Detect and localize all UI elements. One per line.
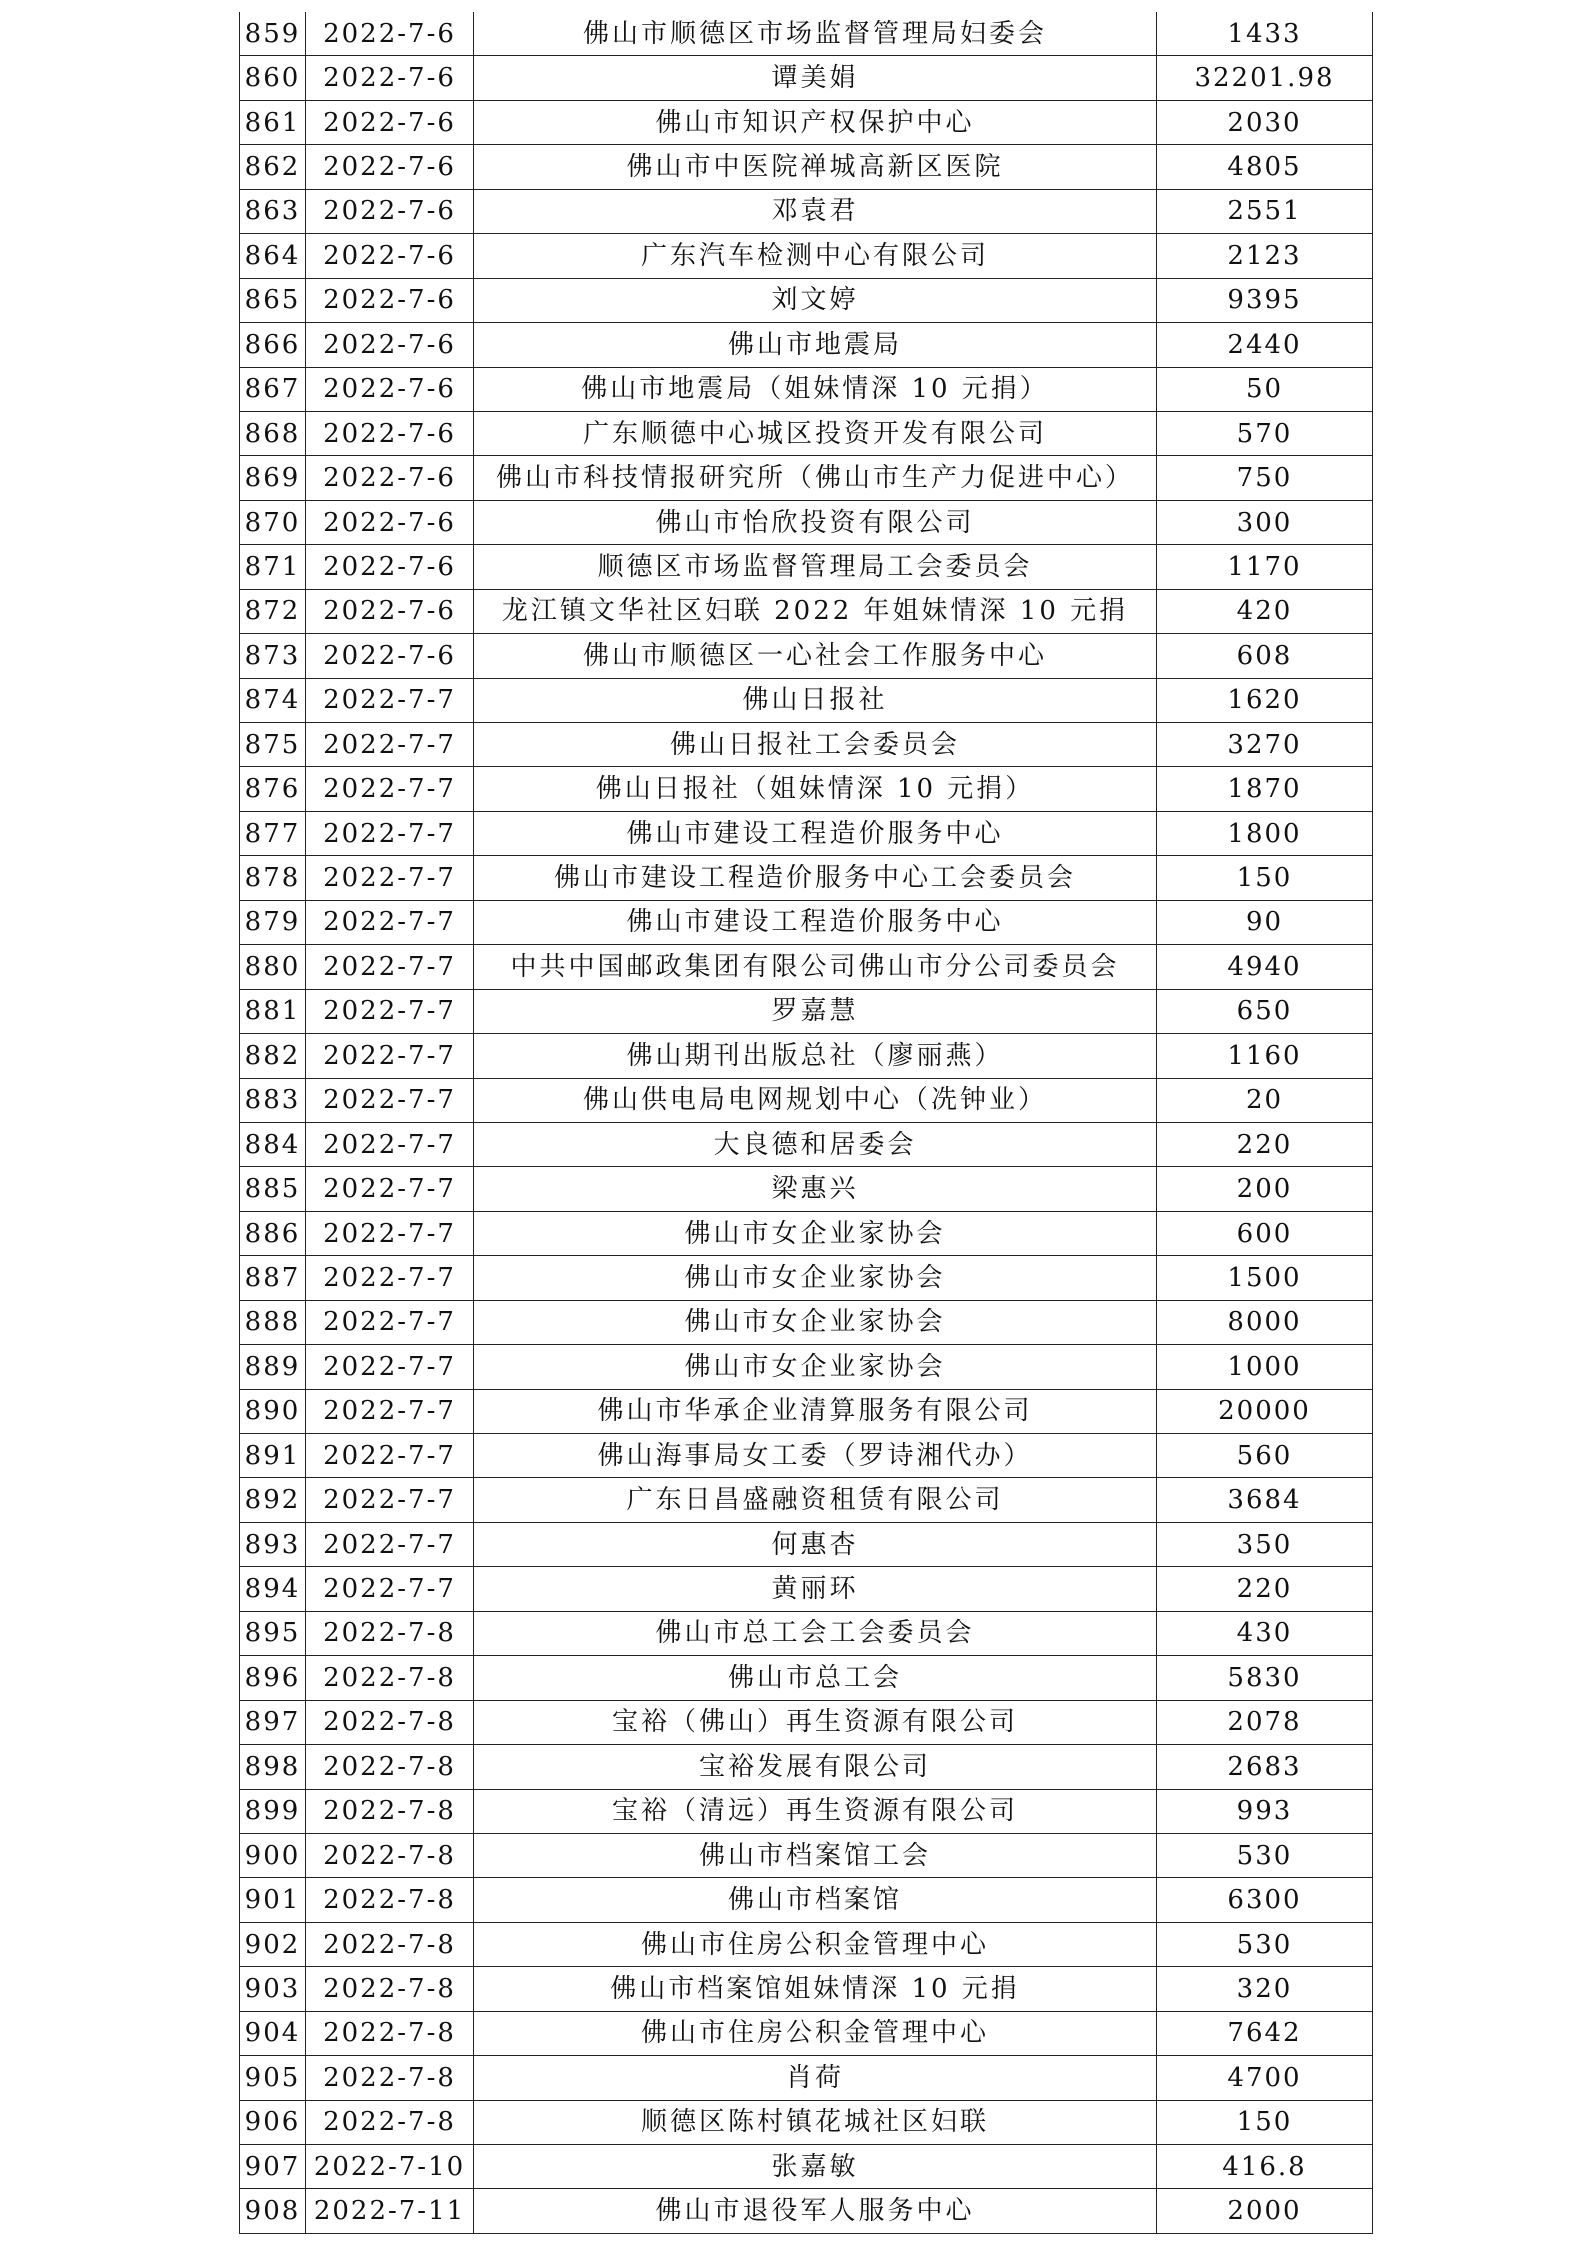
table-row	[240, 1611, 1373, 1655]
donation-date-cell: 2022-7-7	[306, 1567, 474, 1611]
donation-amount-cell: 430	[1157, 1611, 1373, 1655]
donation-amount-cell: 4700	[1157, 2056, 1373, 2100]
donation-date-cell: 2022-7-6	[306, 12, 474, 56]
donor-name-cell: 佛山市知识产权保护中心	[474, 100, 1157, 144]
donation-date-cell: 2022-7-7	[306, 723, 474, 767]
donation-amount-cell: 220	[1157, 1567, 1373, 1611]
row-number-cell: 874	[240, 678, 306, 722]
table-row	[240, 1256, 1373, 1300]
row-number-cell: 875	[240, 723, 306, 767]
table-row	[240, 1078, 1373, 1122]
donation-amount-cell: 2030	[1157, 100, 1373, 144]
donation-amount-cell: 150	[1157, 2100, 1373, 2144]
table-row	[240, 1700, 1373, 1744]
table-row	[240, 856, 1373, 900]
donor-name-cell: 佛山市档案馆	[474, 1878, 1157, 1922]
table-row	[240, 1122, 1373, 1166]
donation-date-cell: 2022-7-7	[306, 1389, 474, 1433]
table-row	[240, 811, 1373, 855]
donor-name-cell: 佛山市顺德区一心社会工作服务中心	[474, 634, 1157, 678]
donor-name-cell: 肖荷	[474, 2056, 1157, 2100]
donor-name-cell: 佛山日报社工会委员会	[474, 723, 1157, 767]
donation-date-cell: 2022-7-8	[306, 2100, 474, 2144]
table-row	[240, 1478, 1373, 1522]
donation-amount-cell: 50	[1157, 367, 1373, 411]
donor-name-cell: 广东顺德中心城区投资开发有限公司	[474, 411, 1157, 455]
donation-date-cell: 2022-7-6	[306, 545, 474, 589]
row-number-cell: 892	[240, 1478, 306, 1522]
donation-date-cell: 2022-7-6	[306, 145, 474, 189]
row-number-cell: 896	[240, 1656, 306, 1700]
donation-amount-cell: 1620	[1157, 678, 1373, 722]
donation-amount-cell: 1170	[1157, 545, 1373, 589]
donation-amount-cell: 6300	[1157, 1878, 1373, 1922]
donation-amount-cell: 2000	[1157, 2189, 1373, 2233]
donor-name-cell: 佛山市总工会	[474, 1656, 1157, 1700]
donor-name-cell: 顺德区市场监督管理局工会委员会	[474, 545, 1157, 589]
donor-name-cell: 佛山市档案馆工会	[474, 1833, 1157, 1877]
row-number-cell: 898	[240, 1745, 306, 1789]
donor-name-cell: 邓袁君	[474, 189, 1157, 233]
row-number-cell: 869	[240, 456, 306, 500]
table-row	[240, 2056, 1373, 2100]
donation-date-cell: 2022-7-6	[306, 323, 474, 367]
row-number-cell: 895	[240, 1611, 306, 1655]
donation-amount-cell: 8000	[1157, 1300, 1373, 1344]
donation-date-cell: 2022-7-7	[306, 1122, 474, 1166]
donation-amount-cell: 1800	[1157, 811, 1373, 855]
table-row	[240, 678, 1373, 722]
donation-date-cell: 2022-7-7	[306, 1478, 474, 1522]
donation-date-cell: 2022-7-6	[306, 634, 474, 678]
donation-amount-cell: 600	[1157, 1211, 1373, 1255]
row-number-cell: 883	[240, 1078, 306, 1122]
donation-amount-cell: 1160	[1157, 1034, 1373, 1078]
row-number-cell: 880	[240, 945, 306, 989]
donor-name-cell: 佛山市科技情报研究所（佛山市生产力促进中心）	[474, 456, 1157, 500]
row-number-cell: 902	[240, 1922, 306, 1966]
donation-amount-cell: 570	[1157, 411, 1373, 455]
donation-amount-cell: 3684	[1157, 1478, 1373, 1522]
row-number-cell: 872	[240, 589, 306, 633]
donation-date-cell: 2022-7-8	[306, 1700, 474, 1744]
table-row	[240, 234, 1373, 278]
table-row	[240, 767, 1373, 811]
row-number-cell: 866	[240, 323, 306, 367]
donor-name-cell: 佛山市顺德区市场监督管理局妇委会	[474, 12, 1157, 56]
donor-name-cell: 谭美娟	[474, 56, 1157, 100]
table-row	[240, 1967, 1373, 2011]
donor-name-cell: 佛山市住房公积金管理中心	[474, 2011, 1157, 2055]
row-number-cell: 889	[240, 1345, 306, 1389]
donation-amount-cell: 220	[1157, 1122, 1373, 1166]
donor-name-cell: 龙江镇文华社区妇联 2022 年姐妹情深 10 元捐	[474, 589, 1157, 633]
donation-amount-cell: 9395	[1157, 278, 1373, 322]
row-number-cell: 906	[240, 2100, 306, 2144]
donor-name-cell: 佛山日报社（姐妹情深 10 元捐）	[474, 767, 1157, 811]
donor-name-cell: 刘文婷	[474, 278, 1157, 322]
table-row	[240, 1878, 1373, 1922]
donor-name-cell: 佛山市华承企业清算服务有限公司	[474, 1389, 1157, 1433]
donation-amount-cell: 750	[1157, 456, 1373, 500]
table-row	[240, 500, 1373, 544]
donor-name-cell: 佛山市中医院禅城高新区医院	[474, 145, 1157, 189]
donor-name-cell: 宝裕（清远）再生资源有限公司	[474, 1789, 1157, 1833]
donation-date-cell: 2022-7-6	[306, 456, 474, 500]
row-number-cell: 900	[240, 1833, 306, 1877]
row-number-cell: 884	[240, 1122, 306, 1166]
row-number-cell: 881	[240, 989, 306, 1033]
donor-name-cell: 宝裕（佛山）再生资源有限公司	[474, 1700, 1157, 1744]
row-number-cell: 887	[240, 1256, 306, 1300]
donation-amount-cell: 7642	[1157, 2011, 1373, 2055]
donor-name-cell: 佛山市地震局	[474, 323, 1157, 367]
donation-date-cell: 2022-7-8	[306, 1922, 474, 1966]
donation-amount-cell: 20	[1157, 1078, 1373, 1122]
row-number-cell: 891	[240, 1434, 306, 1478]
table-row	[240, 1833, 1373, 1877]
table-row	[240, 989, 1373, 1033]
donation-date-cell: 2022-7-7	[306, 1167, 474, 1211]
row-number-cell: 878	[240, 856, 306, 900]
row-number-cell: 904	[240, 2011, 306, 2055]
table-row	[240, 1034, 1373, 1078]
donation-amount-cell: 530	[1157, 1833, 1373, 1877]
table-row	[240, 2189, 1373, 2233]
donation-date-cell: 2022-7-6	[306, 367, 474, 411]
table-row	[240, 323, 1373, 367]
donation-amount-cell: 350	[1157, 1522, 1373, 1566]
donation-date-cell: 2022-7-7	[306, 1300, 474, 1344]
table-row	[240, 56, 1373, 100]
table-row	[240, 1211, 1373, 1255]
table-row	[240, 145, 1373, 189]
donor-name-cell: 何惠杏	[474, 1522, 1157, 1566]
donation-amount-cell: 1500	[1157, 1256, 1373, 1300]
donor-name-cell: 佛山市怡欣投资有限公司	[474, 500, 1157, 544]
donor-name-cell: 佛山市女企业家协会	[474, 1300, 1157, 1344]
row-number-cell: 908	[240, 2189, 306, 2233]
donation-date-cell: 2022-7-8	[306, 2056, 474, 2100]
donation-date-cell: 2022-7-7	[306, 1211, 474, 1255]
donation-amount-cell: 993	[1157, 1789, 1373, 1833]
row-number-cell: 885	[240, 1167, 306, 1211]
table-row	[240, 2100, 1373, 2144]
row-number-cell: 861	[240, 100, 306, 144]
donation-date-cell: 2022-7-8	[306, 1789, 474, 1833]
donor-name-cell: 佛山市建设工程造价服务中心	[474, 811, 1157, 855]
donation-date-cell: 2022-7-7	[306, 856, 474, 900]
donation-amount-cell: 300	[1157, 500, 1373, 544]
donation-date-cell: 2022-7-6	[306, 100, 474, 144]
donation-amount-cell: 650	[1157, 989, 1373, 1033]
table-row	[240, 1745, 1373, 1789]
donation-amount-cell: 20000	[1157, 1389, 1373, 1433]
row-number-cell: 873	[240, 634, 306, 678]
row-number-cell: 864	[240, 234, 306, 278]
donation-date-cell: 2022-7-7	[306, 678, 474, 722]
donation-date-cell: 2022-7-7	[306, 811, 474, 855]
row-number-cell: 876	[240, 767, 306, 811]
donation-date-cell: 2022-7-8	[306, 1745, 474, 1789]
donation-date-cell: 2022-7-7	[306, 1434, 474, 1478]
donor-name-cell: 罗嘉慧	[474, 989, 1157, 1033]
donor-name-cell: 梁惠兴	[474, 1167, 1157, 1211]
donation-date-cell: 2022-7-7	[306, 1256, 474, 1300]
donation-amount-cell: 2123	[1157, 234, 1373, 278]
table-row	[240, 723, 1373, 767]
table-row	[240, 278, 1373, 322]
table-row	[240, 589, 1373, 633]
donation-amount-cell: 1000	[1157, 1345, 1373, 1389]
row-number-cell: 903	[240, 1967, 306, 2011]
row-number-cell: 862	[240, 145, 306, 189]
table-row	[240, 1567, 1373, 1611]
row-number-cell: 867	[240, 367, 306, 411]
donation-amount-cell: 2440	[1157, 323, 1373, 367]
table-row	[240, 945, 1373, 989]
donor-name-cell: 佛山市建设工程造价服务中心工会委员会	[474, 856, 1157, 900]
donation-amount-cell: 320	[1157, 1967, 1373, 2011]
row-number-cell: 859	[240, 12, 306, 56]
row-number-cell: 893	[240, 1522, 306, 1566]
donation-date-cell: 2022-7-7	[306, 945, 474, 989]
donor-name-cell: 佛山供电局电网规划中心（冼钟业）	[474, 1078, 1157, 1122]
donation-amount-cell: 1433	[1157, 12, 1373, 56]
donation-amount-cell: 4805	[1157, 145, 1373, 189]
donation-date-cell: 2022-7-6	[306, 56, 474, 100]
donation-date-cell: 2022-7-7	[306, 1345, 474, 1389]
table-row	[240, 900, 1373, 944]
table-row	[240, 545, 1373, 589]
donor-name-cell: 佛山市住房公积金管理中心	[474, 1922, 1157, 1966]
donor-name-cell: 佛山市建设工程造价服务中心	[474, 900, 1157, 944]
donor-name-cell: 顺德区陈村镇花城社区妇联	[474, 2100, 1157, 2144]
donor-name-cell: 佛山期刊出版总社（廖丽燕）	[474, 1034, 1157, 1078]
donation-date-cell: 2022-7-6	[306, 411, 474, 455]
row-number-cell: 877	[240, 811, 306, 855]
donor-name-cell: 佛山海事局女工委（罗诗湘代办）	[474, 1434, 1157, 1478]
donation-amount-cell: 200	[1157, 1167, 1373, 1211]
donation-amount-cell: 3270	[1157, 723, 1373, 767]
donor-name-cell: 佛山市总工会工会委员会	[474, 1611, 1157, 1655]
donation-date-cell: 2022-7-8	[306, 1878, 474, 1922]
row-number-cell: 860	[240, 56, 306, 100]
donor-name-cell: 中共中国邮政集团有限公司佛山市分公司委员会	[474, 945, 1157, 989]
row-number-cell: 901	[240, 1878, 306, 1922]
row-number-cell: 888	[240, 1300, 306, 1344]
donation-amount-cell: 2683	[1157, 1745, 1373, 1789]
donation-amount-cell: 5830	[1157, 1656, 1373, 1700]
row-number-cell: 879	[240, 900, 306, 944]
donation-date-cell: 2022-7-11	[306, 2189, 474, 2233]
row-number-cell: 865	[240, 278, 306, 322]
table-row	[240, 189, 1373, 233]
row-number-cell: 871	[240, 545, 306, 589]
table-row	[240, 367, 1373, 411]
donor-name-cell: 张嘉敏	[474, 2145, 1157, 2189]
table-row	[240, 1434, 1373, 1478]
row-number-cell: 899	[240, 1789, 306, 1833]
donor-name-cell: 佛山市女企业家协会	[474, 1345, 1157, 1389]
row-number-cell: 894	[240, 1567, 306, 1611]
table-row	[240, 456, 1373, 500]
table-row	[240, 100, 1373, 144]
donor-name-cell: 广东汽车检测中心有限公司	[474, 234, 1157, 278]
table-row	[240, 2145, 1373, 2189]
donation-amount-cell: 32201.98	[1157, 56, 1373, 100]
donor-name-cell: 佛山市地震局（姐妹情深 10 元捐）	[474, 367, 1157, 411]
donation-date-cell: 2022-7-7	[306, 767, 474, 811]
donation-date-cell: 2022-7-6	[306, 189, 474, 233]
row-number-cell: 870	[240, 500, 306, 544]
donor-name-cell: 大良德和居委会	[474, 1122, 1157, 1166]
table-row	[240, 1167, 1373, 1211]
donor-name-cell: 佛山日报社	[474, 678, 1157, 722]
donation-date-cell: 2022-7-8	[306, 1611, 474, 1655]
donor-name-cell: 佛山市档案馆姐妹情深 10 元捐	[474, 1967, 1157, 2011]
row-number-cell: 882	[240, 1034, 306, 1078]
donation-date-cell: 2022-7-6	[306, 234, 474, 278]
row-number-cell: 863	[240, 189, 306, 233]
donation-date-cell: 2022-7-6	[306, 500, 474, 544]
table-row	[240, 1522, 1373, 1566]
row-number-cell: 868	[240, 411, 306, 455]
donation-table-body	[240, 12, 1373, 2233]
donation-date-cell: 2022-7-6	[306, 278, 474, 322]
row-number-cell: 907	[240, 2145, 306, 2189]
donation-date-cell: 2022-7-8	[306, 1967, 474, 2011]
table-row	[240, 411, 1373, 455]
donation-date-cell: 2022-7-7	[306, 1078, 474, 1122]
row-number-cell: 886	[240, 1211, 306, 1255]
table-row	[240, 1389, 1373, 1433]
donation-date-cell: 2022-7-7	[306, 1522, 474, 1566]
donation-date-cell: 2022-7-7	[306, 1034, 474, 1078]
table-row	[240, 634, 1373, 678]
donation-date-cell: 2022-7-10	[306, 2145, 474, 2189]
donation-date-cell: 2022-7-7	[306, 989, 474, 1033]
donation-amount-cell: 1870	[1157, 767, 1373, 811]
row-number-cell: 905	[240, 2056, 306, 2100]
donor-name-cell: 佛山市女企业家协会	[474, 1256, 1157, 1300]
donor-name-cell: 广东日昌盛融资租赁有限公司	[474, 1478, 1157, 1522]
donation-amount-cell: 2078	[1157, 1700, 1373, 1744]
donation-amount-cell: 416.8	[1157, 2145, 1373, 2189]
donation-amount-cell: 420	[1157, 589, 1373, 633]
donation-amount-cell: 608	[1157, 634, 1373, 678]
table-row	[240, 1300, 1373, 1344]
donation-date-cell: 2022-7-6	[306, 589, 474, 633]
table-row	[240, 1656, 1373, 1700]
donation-date-cell: 2022-7-8	[306, 2011, 474, 2055]
donor-name-cell: 佛山市女企业家协会	[474, 1211, 1157, 1255]
row-number-cell: 890	[240, 1389, 306, 1433]
donation-amount-cell: 2551	[1157, 189, 1373, 233]
donation-amount-cell: 150	[1157, 856, 1373, 900]
donation-amount-cell: 560	[1157, 1434, 1373, 1478]
donor-name-cell: 佛山市退役军人服务中心	[474, 2189, 1157, 2233]
donation-table	[239, 12, 1373, 2234]
table-row	[240, 1922, 1373, 1966]
row-number-cell: 897	[240, 1700, 306, 1744]
table-row	[240, 1345, 1373, 1389]
donation-date-cell: 2022-7-7	[306, 900, 474, 944]
table-row	[240, 2011, 1373, 2055]
donor-name-cell: 宝裕发展有限公司	[474, 1745, 1157, 1789]
donor-name-cell: 黄丽环	[474, 1567, 1157, 1611]
donation-amount-cell: 90	[1157, 900, 1373, 944]
donation-date-cell: 2022-7-8	[306, 1833, 474, 1877]
donation-amount-cell: 530	[1157, 1922, 1373, 1966]
table-row	[240, 12, 1373, 56]
donation-amount-cell: 4940	[1157, 945, 1373, 989]
donation-date-cell: 2022-7-8	[306, 1656, 474, 1700]
table-row	[240, 1789, 1373, 1833]
